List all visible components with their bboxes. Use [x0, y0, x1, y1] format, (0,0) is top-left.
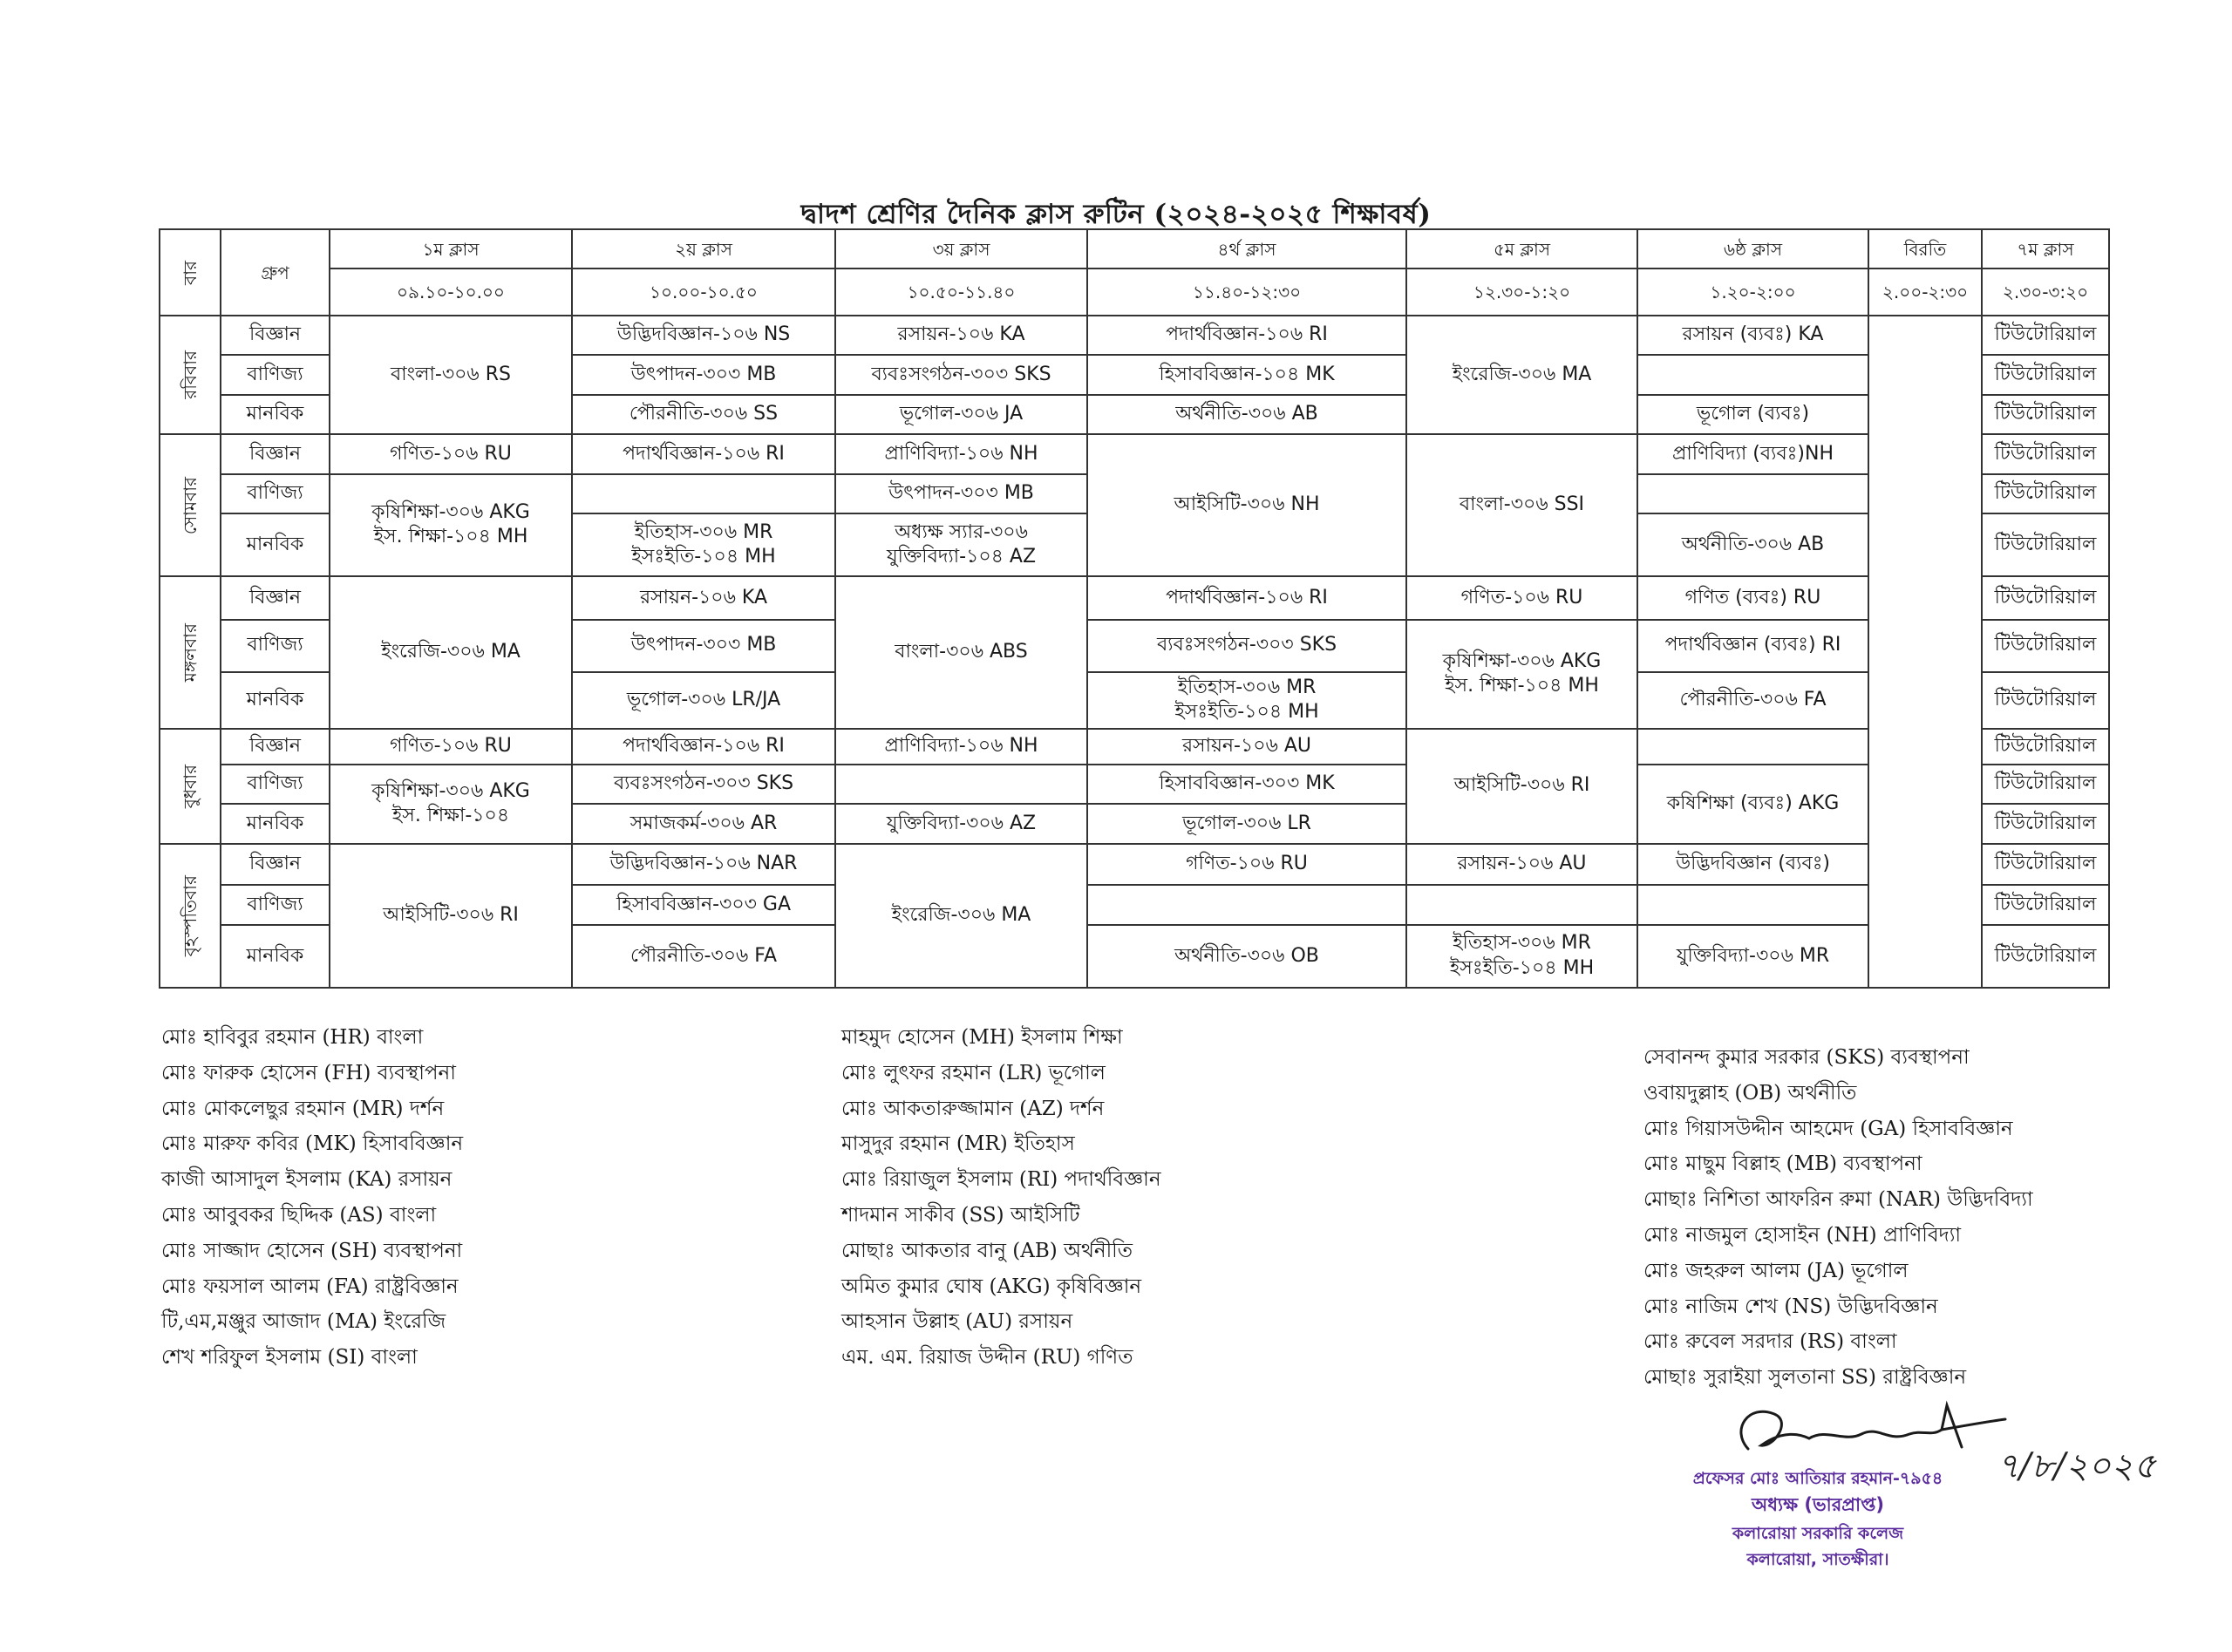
cell: অর্থনীতি-৩০৬ AB — [1637, 513, 1868, 576]
cell: উৎপাদন-৩০৩ MB — [572, 620, 835, 672]
cell — [1406, 620, 1637, 729]
cell: পৌরনীতি-৩০৬ FA — [1637, 672, 1868, 729]
teacher-entry: মোঃ মারুফ কবির (MK) হিসাববিজ্ঞান — [161, 1132, 464, 1156]
header-time-7: ২.৩০-৩:২০ — [1982, 269, 2109, 316]
cell: ব্যবঃসংগঠন-৩০৩ SKS — [1087, 620, 1406, 672]
cell: ভূগোল-৩০৬ LR/JA — [572, 672, 835, 729]
cell-tutorial: টিউটোরিয়াল — [1982, 316, 2109, 355]
cell: অর্থনীতি-৩০৬ OB — [1087, 925, 1406, 988]
cell-tutorial: টিউটোরিয়াল — [1982, 885, 2109, 924]
cell-tutorial: টিউটোরিয়াল — [1982, 434, 2109, 473]
cell-line: ইতিহাস-৩০৬ MR — [634, 520, 773, 543]
teacher-entry: মোঃ গিয়াসউদ্দীন আহমেদ (GA) হিসাববিজ্ঞান — [1643, 1117, 2013, 1140]
teacher-entry: মোঃ আকতারুজ্জামান (AZ) দর্শন — [841, 1097, 1105, 1120]
teacher-list-1 — [161, 1020, 463, 1376]
cell-line: ইতিহাস-৩০৬ MR — [1453, 932, 1591, 955]
cell-line: অধ্যক্ষ স্যার-৩০৬ — [895, 520, 1028, 543]
group-science: বিজ্ঞান — [221, 576, 330, 620]
cell: ব্যবঃসংগঠন-৩০৩ SKS — [835, 355, 1087, 394]
signature-date: ৭/৮/২০২৫ — [1997, 1446, 2156, 1486]
cell — [572, 474, 835, 513]
group-humanities: মানবিক — [221, 513, 330, 576]
cell-line: ইস. শিক্ষা-১০৪ MH — [1445, 675, 1599, 697]
cell: উদ্ভিদবিজ্ঞান-১০৬ NAR — [572, 844, 835, 885]
cell: রসায়ন-১০৬ AU — [1087, 729, 1406, 765]
stamp-org: কলারোয়া সরকারি কলেজ — [1732, 1524, 1904, 1543]
cell-tutorial: টিউটোরিয়াল — [1982, 576, 2109, 620]
cell: ইংরেজি-৩০৬ MA — [835, 844, 1087, 988]
teacher-entry: সেবানন্দ কুমার সরকার (SKS) ব্যবস্থাপনা — [1643, 1046, 1970, 1069]
header-day: বার — [160, 229, 221, 316]
header-time-break: ২.০০-২:৩০ — [1868, 269, 1982, 316]
cell-tutorial: টিউটোরিয়াল — [1982, 395, 2109, 434]
cell: সমাজকর্ম-৩০৬ AR — [572, 804, 835, 843]
teacher-entry: এম. এম. রিয়াজ উদ্দীন (RU) গণিত — [841, 1346, 1133, 1370]
cell: হিসাববিজ্ঞান-১০৪ MK — [1087, 355, 1406, 394]
stamp-title: অধ্যক্ষ (ভারপ্রাপ্ত) — [1752, 1494, 1884, 1515]
teacher-entry: মোঃ সাজ্জাদ হোসেন (SH) ব্যবস্থাপনা — [161, 1239, 463, 1262]
cell: উদ্ভিদবিজ্ঞান (ব্যবঃ) — [1637, 844, 1868, 885]
cell: অর্থনীতি-৩০৬ AB — [1087, 395, 1406, 434]
teacher-entry: শেখ শরিফুল ইসলাম (SI) বাংলা — [161, 1346, 418, 1370]
cell: বাংলা-৩০৬ SSI — [1406, 434, 1637, 576]
cell-line: ইতিহাস-৩০৬ MR — [1177, 676, 1317, 698]
cell: ভূগোল-৩০৬ JA — [835, 395, 1087, 434]
group-humanities: মানবিক — [221, 672, 330, 729]
cell-tutorial: টিউটোরিয়াল — [1982, 925, 2109, 988]
cell — [835, 765, 1087, 804]
group-science: বিজ্ঞান — [221, 729, 330, 765]
cell: বাংলা-৩০৬ ABS — [835, 576, 1087, 729]
teacher-entry: মোঃ মোকলেছুর রহমান (MR) দর্শন — [161, 1097, 445, 1120]
cell: পৌরনীতি-৩০৬ FA — [572, 925, 835, 988]
cell — [1406, 885, 1637, 924]
header-break: বিরতি — [1868, 229, 1982, 269]
teacher-entry: মোঃ রিয়াজুল ইসলাম (RI) পদার্থবিজ্ঞান — [841, 1168, 1161, 1192]
routine-table — [159, 228, 2110, 989]
cell: উৎপাদন-৩০৩ MB — [572, 355, 835, 394]
stamp-name: প্রফেসর মোঃ আতিয়ার রহমান-৭৯৫৪ — [1692, 1469, 1943, 1488]
day-thursday: বৃহস্পতিবার — [160, 844, 221, 988]
cell — [1637, 885, 1868, 924]
cell: প্রাণিবিদ্যা-১০৬ NH — [835, 729, 1087, 765]
cell-line: ইস. শিক্ষা-১০৪ — [391, 805, 510, 827]
cell: বাংলা-৩০৬ RS — [330, 316, 572, 434]
cell: যুক্তিবিদ্যা-৩০৬ AZ — [835, 804, 1087, 843]
teacher-list-2 — [841, 1020, 1161, 1376]
cell: ভূগোল-৩০৬ LR — [1087, 804, 1406, 843]
page-title: দ্বাদশ শ্রেণির দৈনিক ক্লাস রুটিন (২০২৪-২০২৫ শিক্ষাবর্ষ) — [800, 199, 1432, 230]
teacher-entry: আহসান উল্লাহ (AU) রসায়ন — [841, 1310, 1073, 1334]
header-time-3: ১০.৫০-১১.৪০ — [835, 269, 1087, 316]
teacher-entry: মোঃ আবুবকর ছিদ্দিক (AS) বাংলা — [161, 1203, 437, 1227]
group-humanities: মানবিক — [221, 395, 330, 434]
cell: হিসাববিজ্ঞান-৩০৩ GA — [572, 885, 835, 924]
cell — [330, 765, 572, 844]
teacher-entry: মোঃ রুবেল সরদার (RS) বাংলা — [1643, 1330, 1897, 1354]
cell: পদার্থবিজ্ঞান-১০৬ RI — [1087, 316, 1406, 355]
cell-line: কৃষিশিক্ষা-৩০৬ AKG — [371, 779, 530, 802]
header-period-2: ২য় ক্লাস — [572, 229, 835, 269]
teacher-entry: মোঃ জহরুল আলম (JA) ভূগোল — [1643, 1259, 1909, 1282]
cell: উদ্ভিদবিজ্ঞান-১০৬ NS — [572, 316, 835, 355]
cell-tutorial: টিউটোরিয়াল — [1982, 355, 2109, 394]
cell-line: ইসঃইতি-১০৪ MH — [1449, 956, 1595, 979]
cell: রসায়ন (ব্যবঃ) KA — [1637, 316, 1868, 355]
header-period-5: ৫ম ক্লাস — [1406, 229, 1637, 269]
cell: যুক্তিবিদ্যা-৩০৬ MR — [1637, 925, 1868, 988]
break-column — [1868, 316, 1982, 988]
teacher-entry: টি,এম,মঞ্জুর আজাদ (MA) ইংরেজি — [161, 1310, 446, 1334]
cell: গণিত-১০৬ RU — [330, 434, 572, 473]
teacher-entry: মোঃ লুৎফর রহমান (LR) ভূগোল — [841, 1061, 1106, 1084]
cell — [1637, 729, 1868, 765]
cell: পৌরনীতি-৩০৬ SS — [572, 395, 835, 434]
cell — [1087, 885, 1406, 924]
header-period-1: ১ম ক্লাস — [330, 229, 572, 269]
teacher-entry: মোছাঃ সুরাইয়া সুলতানা SS) রাষ্ট্রবিজ্ঞান — [1643, 1366, 1967, 1390]
teacher-entry: মাহমুদ হোসেন (MH) ইসলাম শিক্ষা — [841, 1026, 1123, 1049]
day-sunday: রবিবার — [160, 316, 221, 434]
group-science: বিজ্ঞান — [221, 316, 330, 355]
group-commerce: বাণিজ্য — [221, 474, 330, 513]
teacher-entry: মাসুদুর রহমান (MR) ইতিহাস — [841, 1132, 1075, 1156]
group-commerce: বাণিজ্য — [221, 620, 330, 672]
teacher-entry: মোঃ নাজিম শেখ (NS) উদ্ভিদবিজ্ঞান — [1643, 1295, 1938, 1318]
group-commerce: বাণিজ্য — [221, 885, 330, 924]
header-period-3: ৩য় ক্লাস — [835, 229, 1087, 269]
cell: গণিত-১০৬ RU — [1406, 576, 1637, 620]
group-commerce: বাণিজ্য — [221, 765, 330, 804]
cell: পদার্থবিজ্ঞান-১০৬ RI — [572, 434, 835, 473]
group-science: বিজ্ঞান — [221, 434, 330, 473]
cell-tutorial: টিউটোরিয়াল — [1982, 844, 2109, 885]
teacher-entry: মোঃ নাজমুল হোসাইন (NH) প্রাণিবিদ্যা — [1643, 1223, 1962, 1247]
cell — [1637, 355, 1868, 394]
day-wednesday: বুধবার — [160, 729, 221, 844]
cell — [835, 513, 1087, 576]
cell: প্রাণিবিদ্যা-১০৬ NH — [835, 434, 1087, 473]
group-science: বিজ্ঞান — [221, 844, 330, 885]
cell-line: ইসঃইতি-১০৪ MH — [1174, 701, 1319, 724]
day-monday: সোমবার — [160, 434, 221, 576]
cell: ভূগোল (ব্যবঃ) — [1637, 395, 1868, 434]
cell-line: ইসঃইতি-১০৪ MH — [631, 546, 776, 568]
header-time-4: ১১.৪০-১২:৩০ — [1087, 269, 1406, 316]
cell-tutorial: টিউটোরিয়াল — [1982, 729, 2109, 765]
cell: গণিত (ব্যবঃ) RU — [1637, 576, 1868, 620]
header-time-2: ১০.০০-১০.৫০ — [572, 269, 835, 316]
cell: গণিত-১০৬ RU — [330, 729, 572, 765]
teacher-entry: মোঃ ফয়সাল আলম (FA) রাষ্ট্রবিজ্ঞান — [161, 1275, 459, 1298]
teacher-entry: মোছাঃ আকতার বানু (AB) অর্থনীতি — [841, 1239, 1133, 1262]
header-period-6: ৬ষ্ঠ ক্লাস — [1637, 229, 1868, 269]
cell: আইসিটি-৩০৬ RI — [1406, 729, 1637, 844]
cell: কষিশিক্ষা (ব্যবঃ) AKG — [1637, 765, 1868, 844]
cell: ব্যবঃসংগঠন-৩০৩ SKS — [572, 765, 835, 804]
cell: গণিত-১০৬ RU — [1087, 844, 1406, 885]
day-tuesday: মঙ্গলবার — [160, 576, 221, 729]
cell: পদার্থবিজ্ঞান (ব্যবঃ) RI — [1637, 620, 1868, 672]
teacher-entry: ওবায়দুল্লাহ (OB) অর্থনীতি — [1643, 1081, 1857, 1105]
cell-tutorial: টিউটোরিয়াল — [1982, 672, 2109, 729]
cell-tutorial: টিউটোরিয়াল — [1982, 513, 2109, 576]
header-time-5: ১২.৩০-১:২০ — [1406, 269, 1637, 316]
teacher-entry: মোছাঃ নিশিতা আফরিন রুমা (NAR) উদ্ভিদবিদ্যা — [1643, 1188, 2033, 1212]
cell: আইসিটি-৩০৬ NH — [1087, 434, 1406, 576]
cell-tutorial: টিউটোরিয়াল — [1982, 804, 2109, 843]
teacher-entry: মোঃ ফারুক হোসেন (FH) ব্যবস্থাপনা — [161, 1061, 456, 1084]
header-period-4: ৪র্থ ক্লাস — [1087, 229, 1406, 269]
cell: রসায়ন-১০৬ AU — [1406, 844, 1637, 885]
cell — [572, 513, 835, 576]
cell: পদার্থবিজ্ঞান-১০৬ RI — [572, 729, 835, 765]
cell-tutorial: টিউটোরিয়াল — [1982, 474, 2109, 513]
header-time-1: ০৯.১০-১০.০০ — [330, 269, 572, 316]
cell: রসায়ন-১০৬ KA — [835, 316, 1087, 355]
cell: উৎপাদন-৩০৩ MB — [835, 474, 1087, 513]
cell: পদার্থবিজ্ঞান-১০৬ RI — [1087, 576, 1406, 620]
header-time-6: ১.২০-২:০০ — [1637, 269, 1868, 316]
cell-line: কৃষিশিক্ষা-৩০৬ AKG — [371, 500, 530, 523]
teacher-entry: শাদমান সাকীব (SS) আইসিটি — [841, 1203, 1080, 1227]
header-period-7: ৭ম ক্লাস — [1982, 229, 2109, 269]
group-humanities: মানবিক — [221, 804, 330, 843]
teacher-list-3 — [1643, 1040, 2033, 1396]
group-humanities: মানবিক — [221, 925, 330, 988]
cell: হিসাববিজ্ঞান-৩০৩ MK — [1087, 765, 1406, 804]
group-commerce: বাণিজ্য — [221, 355, 330, 394]
cell-tutorial: টিউটোরিয়াল — [1982, 620, 2109, 672]
stamp-place: কলারোয়া, সাতক্ষীরা। — [1746, 1550, 1889, 1569]
header-group: গ্রুপ — [221, 229, 330, 316]
cell: রসায়ন-১০৬ KA — [572, 576, 835, 620]
cell: ইংরেজি-৩০৬ MA — [1406, 316, 1637, 434]
cell: ইংরেজি-৩০৬ MA — [330, 576, 572, 729]
cell — [330, 474, 572, 577]
cell-line: যুক্তিবিদ্যা-১০৪ AZ — [886, 546, 1037, 568]
cell-line: ইস. শিক্ষা-১০৪ MH — [373, 526, 528, 548]
cell-tutorial: টিউটোরিয়াল — [1982, 765, 2109, 804]
teacher-entry: মোঃ মাছুম বিল্লাহ (MB) ব্যবস্থাপনা — [1643, 1152, 1922, 1176]
cell: প্রাণিবিদ্যা (ব্যবঃ)NH — [1637, 434, 1868, 473]
cell-line: কৃষিশিক্ষা-৩০৬ AKG — [1442, 649, 1602, 672]
cell — [1087, 672, 1406, 729]
cell: আইসিটি-৩০৬ RI — [330, 844, 572, 988]
cell — [1406, 925, 1637, 988]
teacher-entry: কাজী আসাদুল ইসলাম (KA) রসায়ন — [161, 1168, 453, 1192]
teacher-entry: অমিত কুমার ঘোষ (AKG) কৃষিবিজ্ঞান — [841, 1275, 1142, 1298]
teacher-entry: মোঃ হাবিবুর রহমান (HR) বাংলা — [161, 1026, 424, 1049]
cell — [1637, 474, 1868, 513]
